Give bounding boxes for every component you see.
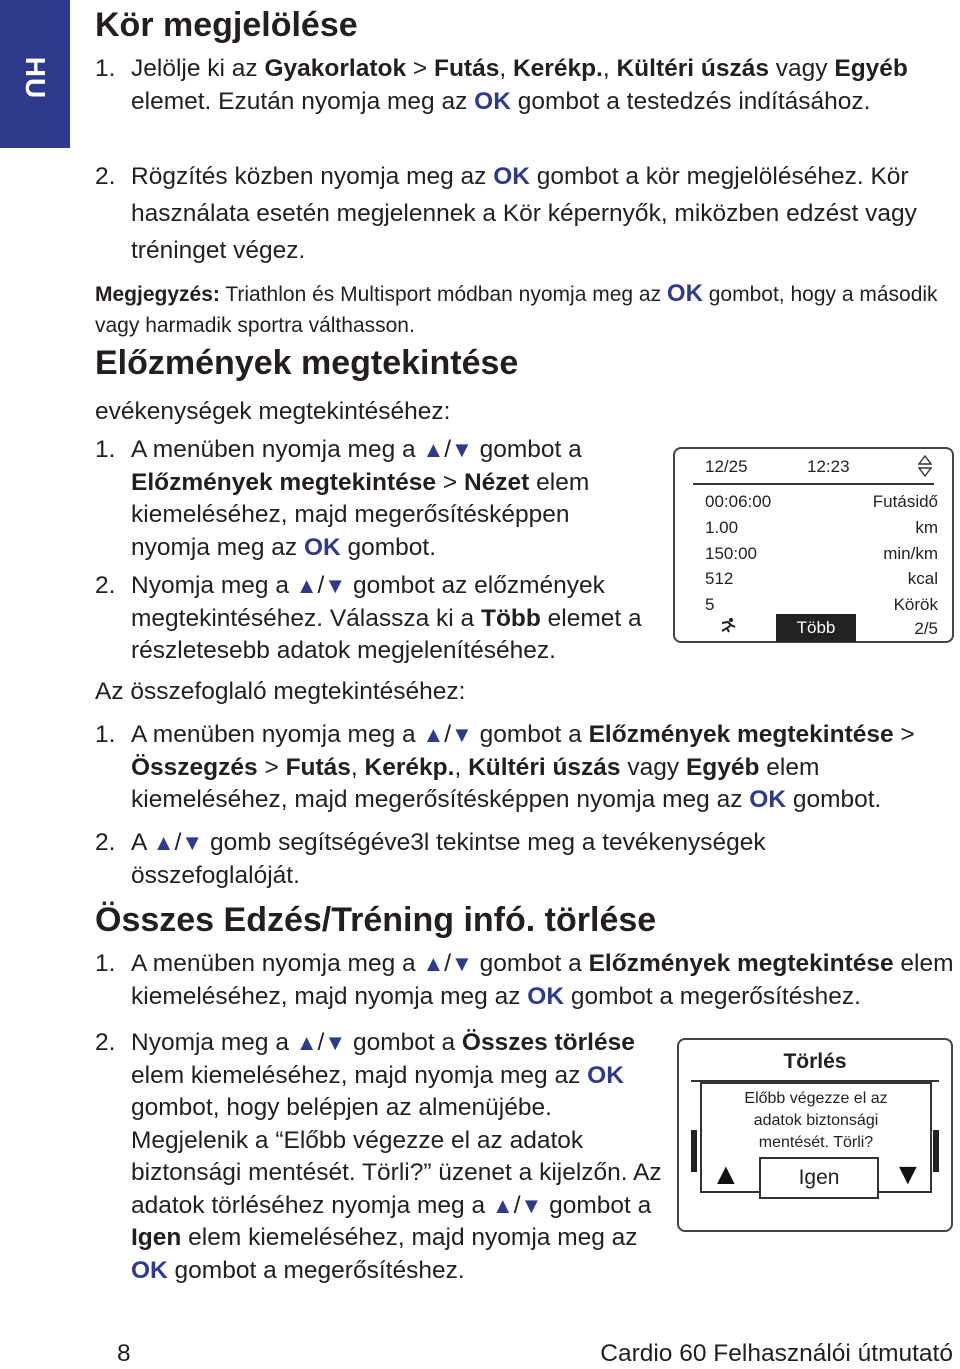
up-arrow-icon: ▲	[422, 722, 445, 747]
down-arrow-icon: ▼	[451, 437, 473, 462]
step-text: Nyomja meg a ▲/▼ gombot a Összes törlése elem kiemeléséhez, majd nyomja meg az OK gombot, hogy belépjen az almenüjébe. Megjelenik a “Előbb végezze el az adatok biztonsági mentését. Törli?” üzenet a kijelzőn. Az adatok törléséhez nyomja meg a ▲/▼ gombot a Igen elem kiemeléséhez, majd nyomja meg az OK gombot a megerősítéshez.	[131, 1029, 662, 1284]
page-number: 8	[117, 1340, 131, 1367]
row-unit: km	[915, 518, 938, 537]
lap-step-1	[95, 53, 955, 118]
summary-step-1	[95, 719, 955, 817]
row-unit: kcal	[907, 569, 938, 588]
row-value: 150:00	[705, 544, 757, 563]
device-date: 12/25	[705, 457, 748, 476]
down-arrow-icon: ▼	[181, 830, 204, 855]
step-text: A menüben nyomja meg a ▲/▼ gombot a Előzmények megtekintése elem kiemeléséhez, majd nyomja meg az OK gombot a megerősítéshez.	[131, 950, 954, 1010]
step-number: 1.	[95, 55, 116, 82]
step-number: 2.	[95, 163, 116, 190]
lap-note: Megjegyzés: Triathlon és Multisport módban nyomja meg az OK gombot, hogy a második vagy harmadik sportra válthasson.	[95, 280, 938, 337]
header-divider	[693, 483, 934, 485]
history-view-screen	[673, 447, 954, 643]
history-intro: evékenységek megtekintéséhez:	[95, 398, 451, 425]
row-value: 5	[705, 595, 715, 614]
row-value: 1.00	[705, 518, 739, 537]
lap-step-2	[95, 158, 955, 269]
history-step-1	[95, 434, 655, 564]
history-step-2	[95, 570, 660, 668]
row-unit: Körök	[893, 595, 938, 614]
delete-step-1	[95, 948, 957, 1013]
step-text: A menüben nyomja meg a ▲/▼ gombot a Előzmények megtekintése > Nézet elem kiemeléséhez, majd megerősítésképpen nyomja meg az OK gombot.	[131, 436, 590, 561]
up-arrow-icon: ▲	[422, 437, 445, 462]
up-arrow-icon[interactable]: ▲	[711, 1158, 741, 1191]
page-indicator: 2/5	[914, 619, 938, 638]
step-text: Jelölje ki az Gyakorlatok > Futás, Kerékp., Kültéri úszás vagy Egyéb elemet. Ezután nyomja meg az OK gombot a testedzés indításához.	[131, 55, 908, 115]
delete-step-2	[95, 1027, 675, 1287]
device-time: 12:23	[807, 457, 850, 476]
up-arrow-icon: ▲	[152, 830, 175, 855]
down-arrow-icon: ▼	[324, 1030, 347, 1055]
section-title-delete: Összes Edzés/Tréning infó. törlése	[95, 901, 657, 939]
section-title-lap: Kör megjelölése	[95, 6, 358, 44]
down-arrow-icon[interactable]: ▼	[893, 1158, 923, 1191]
step-text: Nyomja meg a ▲/▼ gombot az előzmények megtekintéséhez. Válassza ki a Több elemet a részletesebb adatok megjelenítéséhez.	[131, 572, 642, 664]
up-arrow-icon: ▲	[295, 1030, 318, 1055]
row-value: 512	[705, 569, 734, 588]
runner-icon	[719, 617, 737, 633]
step-text: A ▲/▼ gomb segítségéve3l tekintse meg a tevékenységek összefoglalóját.	[131, 829, 766, 889]
step-number: 1.	[95, 950, 116, 977]
section-title-history: Előzmények megtekintése	[95, 344, 519, 382]
down-arrow-icon: ▼	[451, 722, 473, 747]
up-down-arrows-icon	[918, 455, 932, 477]
yes-button[interactable]: Igen	[759, 1157, 879, 1199]
step-number: 2.	[95, 829, 116, 856]
confirm-message: Előbb végezze el az adatok biztonsági mentését. Törli?	[744, 1090, 888, 1151]
down-arrow-icon: ▼	[520, 1192, 543, 1218]
dialog-title: Törlés	[783, 1050, 847, 1073]
down-arrow-icon: ▼	[451, 951, 473, 976]
step-number: 2.	[95, 1029, 116, 1056]
step-number: 2.	[95, 572, 116, 599]
step-text: A menüben nyomja meg a ▲/▼ gombot a Előzmények megtekintése > Összegzés > Futás, Kerékp., Kültéri úszás vagy Egyéb elem kiemeléséhez, majd megerősítésképpen nyomja meg az OK gombot.	[131, 721, 915, 813]
row-value: 00:06:00	[705, 492, 772, 511]
up-arrow-icon: ▲	[422, 951, 445, 976]
up-arrow-icon: ▲	[295, 573, 318, 598]
language-tab-label: HU	[20, 56, 51, 100]
step-number: 1.	[95, 436, 116, 463]
manual-title: Cardio 60 Felhasználói útmutató	[600, 1340, 953, 1367]
language-tab	[0, 0, 70, 148]
up-arrow-icon: ▲	[491, 1192, 514, 1218]
row-unit: min/km	[883, 544, 938, 563]
delete-confirm-screen	[677, 1038, 953, 1232]
step-text: Rögzítés közben nyomja meg az OK gombot a kör megjelöléséhez. Kör használata esetén megjelennek a Kör képernyők, miközben edzést vagy tréninget végez.	[131, 163, 917, 264]
step-number: 1.	[95, 721, 116, 748]
more-button[interactable]: Több	[776, 614, 856, 642]
left-scroll-bar	[691, 1130, 697, 1172]
summary-intro: Az összefoglaló megtekintéséhez:	[95, 678, 466, 705]
summary-step-2	[95, 827, 855, 892]
right-scroll-bar	[933, 1130, 939, 1172]
row-unit: Futásidő	[872, 492, 938, 511]
down-arrow-icon: ▼	[324, 573, 347, 598]
